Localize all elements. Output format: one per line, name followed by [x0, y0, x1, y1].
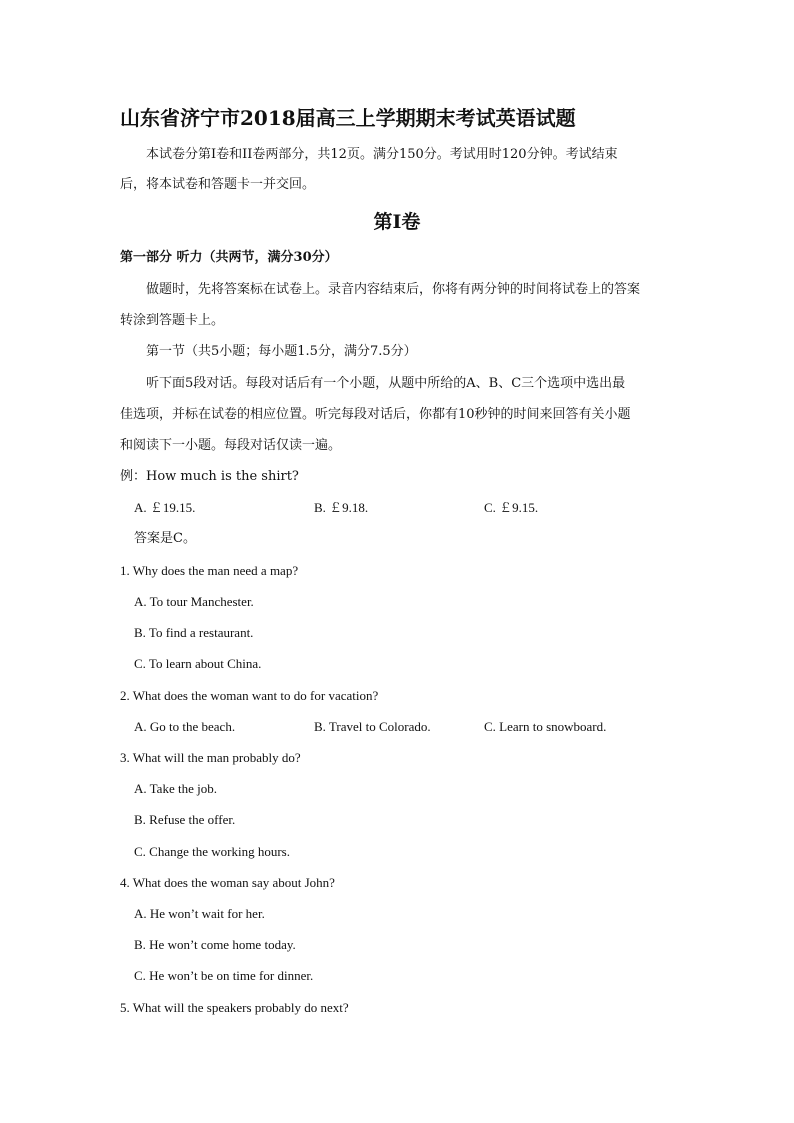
- question-4-option-b: B. He won’t come home today.: [134, 937, 296, 952]
- intro-line-2: 后，将本试卷和答题卡一并交回。: [120, 177, 316, 192]
- question-5-stem: 5. What will the speakers probably do next?: [120, 1000, 349, 1015]
- question-4-option-c: C. He won’t be on time for dinner.: [134, 968, 314, 983]
- part1-instructions-line-1: 做题时，先将答案标在试卷上。录音内容结束后，你将有两分钟的时间将试卷上的答案: [146, 282, 641, 297]
- question-4-option-a: A. He won’t wait for her.: [134, 906, 265, 921]
- example-option-a: A. ￡19.15.: [134, 500, 196, 515]
- section1-heading: 第一节（共5小题；每小题1.5分，满分7.5分）: [146, 344, 417, 359]
- question-1-stem: 1. Why does the man need a map?: [120, 563, 299, 578]
- question-1-option-c: C. To learn about China.: [134, 656, 262, 671]
- question-3-option-c: C. Change the working hours.: [134, 844, 290, 859]
- example-answer: 答案是C。: [134, 531, 196, 546]
- question-3-option-b: B. Refuse the offer.: [134, 812, 236, 827]
- example-option-b: B. ￡9.18.: [314, 500, 369, 515]
- question-3-stem: 3. What will the man probably do?: [120, 750, 301, 765]
- example-option-c: C. ￡9.15.: [484, 500, 539, 515]
- volume-title: 第I卷: [373, 211, 421, 233]
- question-2-option-a: A. Go to the beach.: [134, 719, 236, 734]
- part1-heading: 第一部分 听力（共两节，满分30分）: [120, 250, 338, 265]
- directions-line-1: 听下面5段对话。每段对话后有一个小题，从题中所给的A、B、C三个选项中选出最: [146, 376, 626, 391]
- directions-line-2: 佳选项，并标在试卷的相应位置。听完每段对话后，你都有10秒钟的时间来回答有关小题: [120, 407, 631, 422]
- part1-instructions-line-2: 转涂到答题卡上。: [120, 313, 225, 328]
- question-3-option-a: A. Take the job.: [134, 781, 217, 796]
- question-4-stem: 4. What does the woman say about John?: [120, 875, 335, 890]
- directions-line-3: 和阅读下一小题。每段对话仅读一遍。: [120, 438, 342, 453]
- question-2-option-c: C. Learn to snowboard.: [484, 719, 607, 734]
- page-title: 山东省济宁市2018届高三上学期期末考试英语试题: [120, 106, 576, 130]
- question-1-option-b: B. To find a restaurant.: [134, 625, 254, 640]
- example-question: 例：How much is the shirt?: [120, 469, 299, 484]
- question-2-option-b: B. Travel to Colorado.: [314, 719, 431, 734]
- question-1-option-a: A. To tour Manchester.: [134, 594, 254, 609]
- intro-line-1: 本试卷分第I卷和II卷两部分，共12页。满分150分。考试用时120分钟。考试结束: [146, 147, 618, 162]
- question-2-stem: 2. What does the woman want to do for vacation?: [120, 688, 379, 703]
